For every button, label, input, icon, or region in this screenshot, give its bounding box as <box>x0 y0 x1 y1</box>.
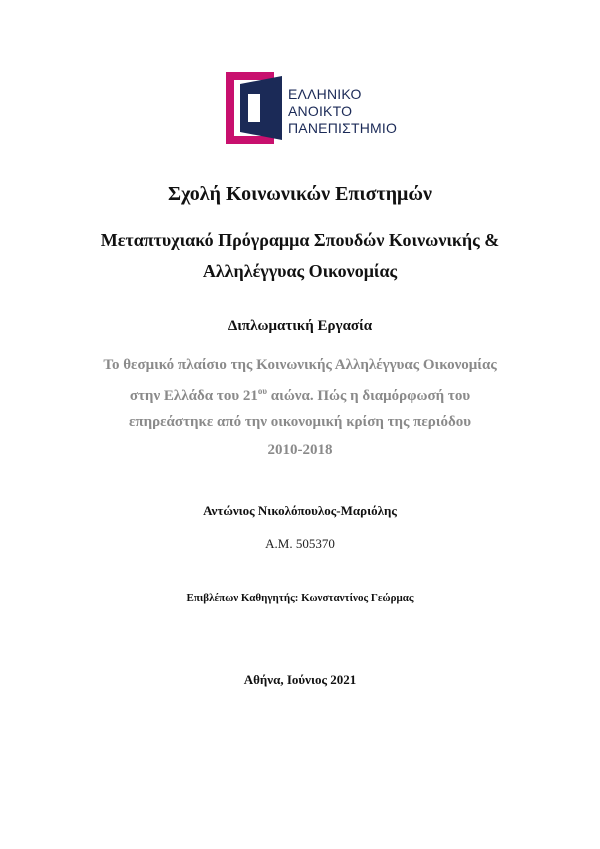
logo-line-3: ΠΑΝΕΠΙΣΤΗΜΙΟ <box>288 120 398 136</box>
thesis-label: Διπλωματική Εργασία <box>227 318 373 334</box>
program-line-1: Μεταπτυχιακό Πρόγραμμα Σπουδών Κοινωνικής & <box>100 230 500 250</box>
thesis-title-line-3: επηρεάστηκε από την οικονομική κρίση της περιόδου <box>128 414 472 430</box>
program-name <box>0 225 600 287</box>
student-id: Α.Μ. 505370 <box>265 536 335 551</box>
thesis-years: 2010-2018 <box>267 442 333 458</box>
supervisor: Επιβλέπων Καθηγητής: Κωνσταντίνος Γεώρμας <box>186 592 414 604</box>
university-logo <box>226 72 406 144</box>
thesis-title <box>0 352 600 435</box>
thesis-title-line-2-post: αιώνα. Πώς η διαμόρφωσή του <box>267 388 471 404</box>
logo-wordmark <box>288 86 397 137</box>
logo-line-2: ΑΝΟΙΚΤΟ <box>288 103 353 119</box>
program-line-2: Αλληλέγγυας Οικονομίας <box>202 261 398 281</box>
place-date: Αθήνα, Ιούνιος 2021 <box>243 672 357 687</box>
school-name: Σχολή Κοινωνικών Επιστημών <box>168 183 432 205</box>
logo-line-1: ΕΛΛΗΝΙΚΟ <box>288 86 362 102</box>
thesis-title-line-2-sup: ου <box>257 386 268 396</box>
thesis-title-line-2-pre: στην Ελλάδα του 21 <box>129 388 258 404</box>
author-name: Αντώνιος Νικολόπουλος-Μαριόλης <box>203 503 397 518</box>
thesis-title-line-1: Το θεσμικό πλαίσιο της Κοινωνικής Αλληλέγγυας Οικονομίας <box>103 357 497 373</box>
logo-emblem-icon <box>226 72 286 144</box>
thesis-title-line-2 <box>0 378 600 409</box>
